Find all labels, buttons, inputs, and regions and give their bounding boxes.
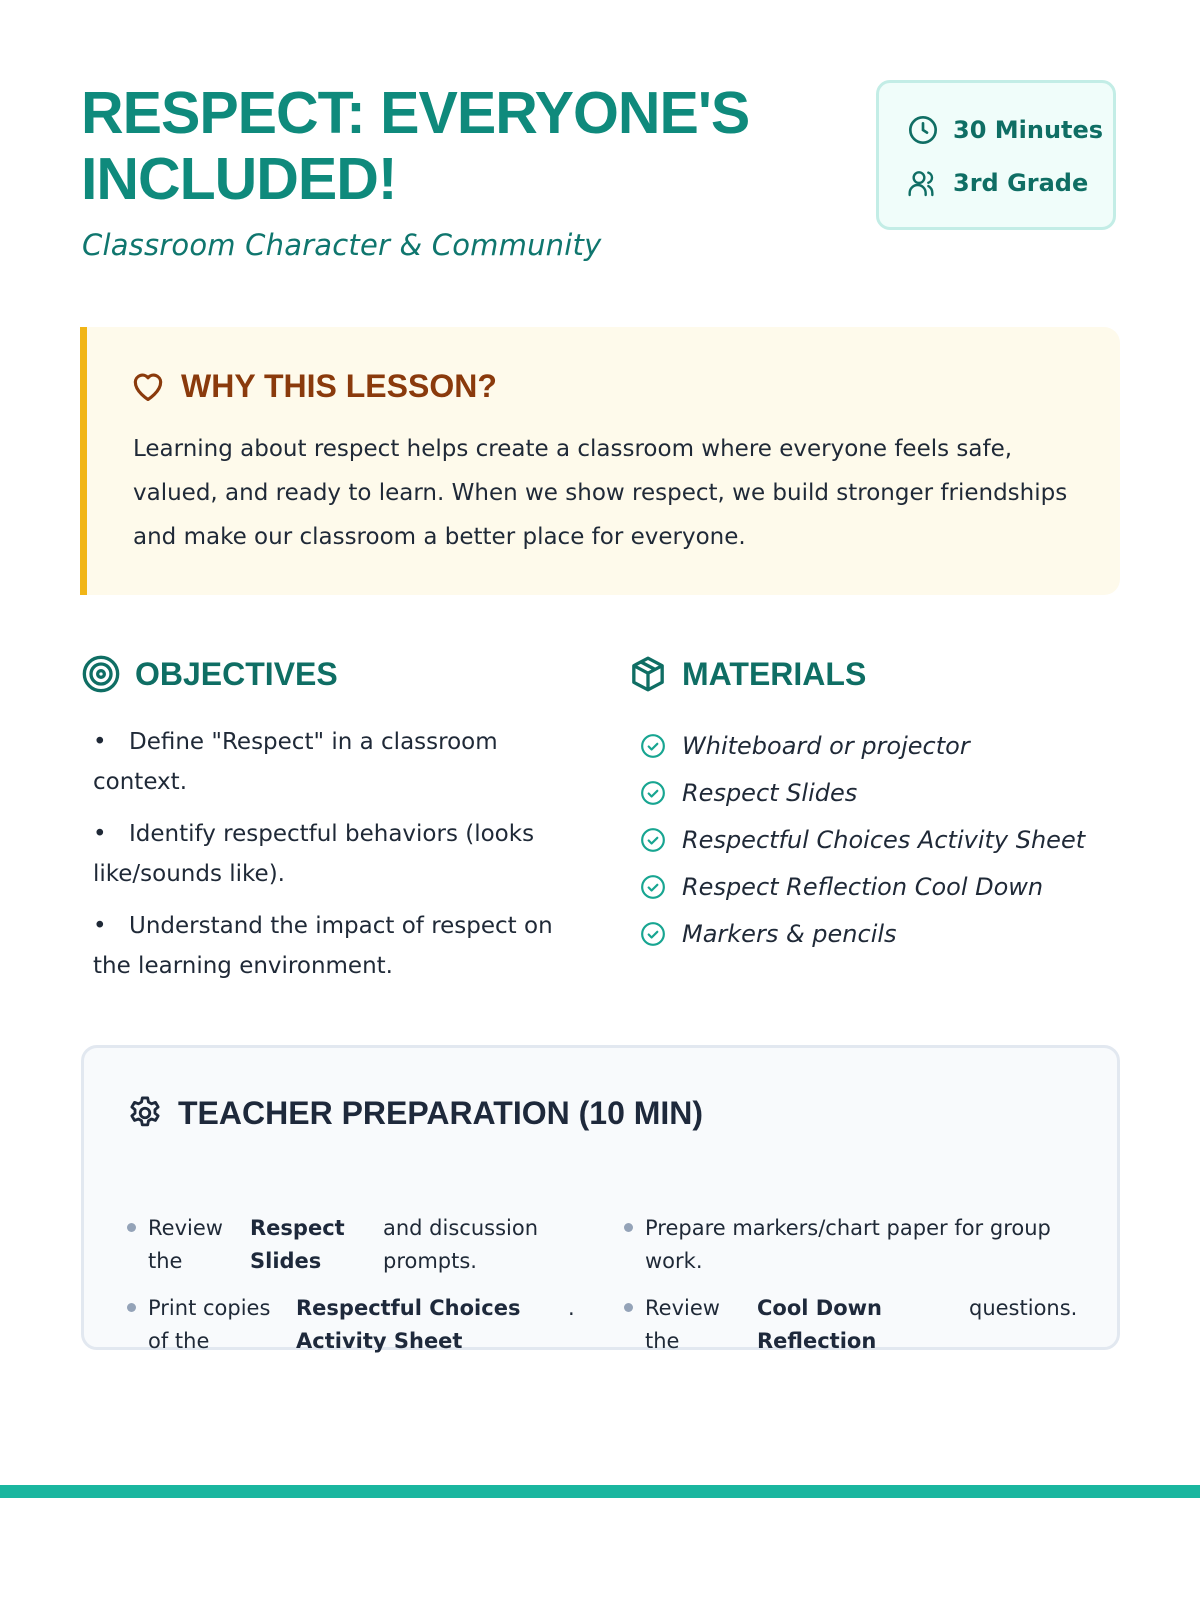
heart-icon (129, 367, 167, 405)
objective-item: • Identify respectful behaviors (looks like/sounds like). (93, 821, 535, 887)
page-subtitle: Classroom Character & Community (82, 228, 602, 262)
bullet-dot (127, 1303, 136, 1312)
duration-text: 30 Minutes (953, 116, 1104, 144)
material-item: Respect Reflection Cool Down (640, 863, 1120, 910)
check-circle-icon (640, 874, 666, 900)
check-circle-icon (640, 733, 666, 759)
why-heading (129, 367, 497, 405)
check-circle-icon (640, 780, 666, 806)
box-icon (628, 654, 668, 694)
objective-item: • Understand the impact of respect on the learning environment. (93, 913, 553, 979)
material-item: Respectful Choices Activity Sheet (640, 816, 1120, 863)
check-circle-icon (640, 921, 666, 947)
grade-text: 3rd Grade (953, 169, 1089, 197)
material-item: Markers & pencils (640, 910, 1120, 957)
grade-row (907, 167, 1088, 199)
check-circle-icon (640, 827, 666, 853)
why-body: Learning about respect helps create a classroom where everyone feels safe, valued, and ready to learn. When we show respect, we build stronger friendships and make our classroom a better place for everyone. (133, 436, 1068, 550)
materials-heading (628, 654, 866, 694)
teacher-preparation-card: TEACHER PREPARATION (10 MIN) Review the Respect Slides and discussion prompts. Prepare markers/chart paper for group work. Print copies of the Respectful Choices Activity Sheet . Review the Cool Down Reflection questions. (81, 1045, 1120, 1350)
bullet-dot (624, 1223, 633, 1232)
why-title: WHY THIS LESSON? (181, 367, 497, 404)
materials-list (640, 722, 1120, 957)
prep-title: TEACHER PREPARATION (10 MIN) (178, 1094, 704, 1131)
page-title: RESPECT: EVERYONE'S INCLUDED! (81, 80, 750, 212)
objectives-list (93, 722, 593, 998)
why-this-lesson-card (80, 327, 1120, 595)
objectives-title: OBJECTIVES (135, 655, 338, 692)
clock-icon (907, 114, 939, 146)
users-icon (907, 167, 939, 199)
material-item: Whiteboard or projector (640, 722, 1120, 769)
lesson-meta-box (876, 80, 1116, 230)
footer-bar (0, 1485, 1200, 1498)
objectives-heading (81, 654, 338, 694)
bullet-dot (624, 1303, 633, 1312)
prep-heading (126, 1094, 703, 1132)
target-icon (81, 654, 121, 694)
material-item: Respect Slides (640, 769, 1120, 816)
gear-icon (126, 1094, 164, 1132)
bullet-dot (127, 1223, 136, 1232)
materials-title: MATERIALS (682, 655, 867, 692)
objective-item: • Define "Respect" in a classroom context. (93, 729, 498, 795)
duration-row (907, 114, 1103, 146)
